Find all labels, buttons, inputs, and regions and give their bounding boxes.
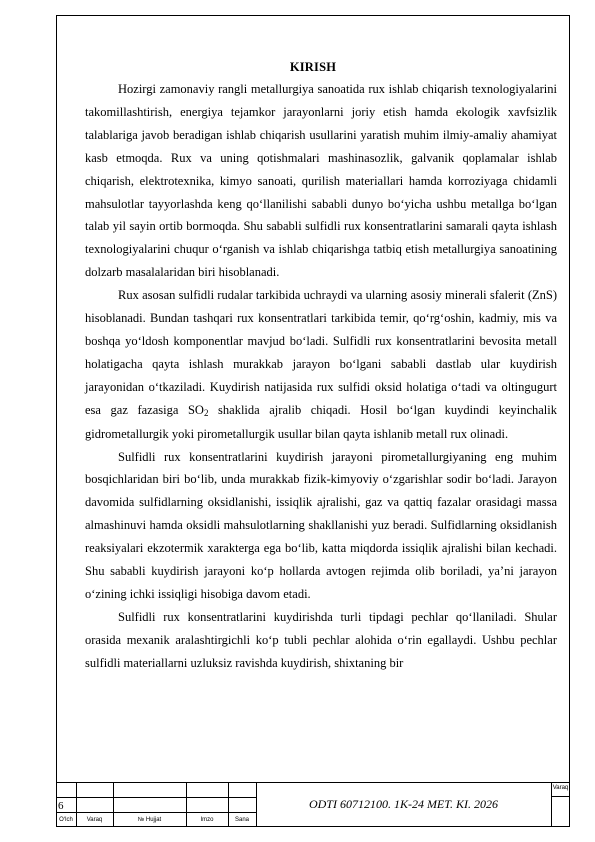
paragraph-3: Sulfidli rux konsentratlarini kuydirish jarayoni pirometallurgiyaning eng muhim bosqichlaridan biri bo‘lib, unda murakkab fizik-kimyoviy o‘zgarishlar sodir bo‘ladi. Jarayon davomida sulfidlarning oksidlanishi, issiqlik ajralishi, gaz va qattiq fazalar orasidagi massa almashinuvi hamda oksidli mahsulotlarning shakllanishi yuz beradi. Sulfidlarning oksidlanish reaksiyalari ekzotermik xarakterga ega bo‘lib, katta miqdorda issiqlik ajralishi bilan kechadi. Shu sababli kuydirish jarayoni ko‘p hollarda avtogen rejimda olib boriladi, ya’ni jarayon o‘zining ichki issiqligi hisobiga davom etadi. [85, 449, 557, 601]
sheet-label: Varaq [552, 785, 569, 791]
page-number: 6 [58, 800, 64, 812]
imzo-label: Imzo [200, 817, 214, 823]
paragraph-2-continuation: shaklida ajralib chiqadi. Hosil bo‘lgan kuydindi keyinchalik gidrometallurgik yoki pirometallurgik usullar bilan qayta ishlanib metall rux olinadi. [85, 402, 558, 441]
paragraph-2 [85, 284, 557, 445]
document-code: ODTI 60712100. 1K-24 MET. KI. 2026 [308, 797, 499, 811]
paragraph-2-text: Rux asosan sulfidli rudalar tarkibida uchraydi va ularning asosiy minerali sfalerit (ZnS) hisoblanadi. Bundan tashqari rux konsentratlari tarkibida temir, qo‘rg‘oshin, kadmiy, mis va boshqa yo‘ldosh komponentlar mavjud bo‘ladi. Sulfidli rux konsentratlarini bevosita metall holatigacha qayta ishlash murakkab jarayon bo‘lgani sababli dastlab ular kuydirish jarayonidan o‘tkaziladi. Kuydirish natijasida rux sulfidi oksid holatiga o‘tadi va oltingugurt esa gaz fazasiga SO [85, 288, 557, 417]
paragraph-4: Sulfidli rux konsentratlarini kuydirishda turli tipdagi pechlar qo‘llaniladi. Shular orasida mexanik aralashtirgichli ko‘p tubli pechlar alohida o‘rin egallaydi. Ushbu pechlar sulfidli materiallarni uzluksiz ravishda kuydirish, shixtaning bir [85, 609, 557, 670]
body-text [85, 78, 557, 675]
olch-label: O‘lch [59, 817, 73, 823]
hujjat-label: № Hujjat [137, 817, 162, 823]
so2-subscript: 2 [203, 407, 209, 418]
varaq-label: Varaq [86, 817, 103, 823]
section-title: KIRISH [289, 60, 337, 74]
paragraph-1: Hozirgi zamonaviy rangli metallurgiya sanoatida rux ishlab chiqarish texnologiyalarini takomillashtirish, energiya tejamkor jarayonlarni joriy etish hamda ekologik xavfsizlik talablariga javob beradigan ishlab chiqarish usullarini yaratish muhim ilmiy-amaliy ahamiyat kasb etmoqda. Rux va uning qotishmalari mashinasozlik, galvanik qoplamalar ishlab chiqarish, elektrotexnika, kimyo sanoati, qurilish materiallari hamda korroziyaga chidamli mahsulotlar tayyorlashda keng qo‘llanilishi sababli dunyo bo‘yicha ushbu metallga bo‘lgan talab yil sayin ortib bormoqda. Shu sababli sulfidli rux konsentratlarini samarali qayta ishlash texnologiyalarini chuqur o‘rganish va ishlab chiqarishga tatbiq etish metallurgiya sanoatining dolzarb masalalaridan biri hisoblanadi. [85, 82, 557, 280]
title-block [56, 782, 570, 827]
sana-label: Sana [234, 817, 249, 823]
